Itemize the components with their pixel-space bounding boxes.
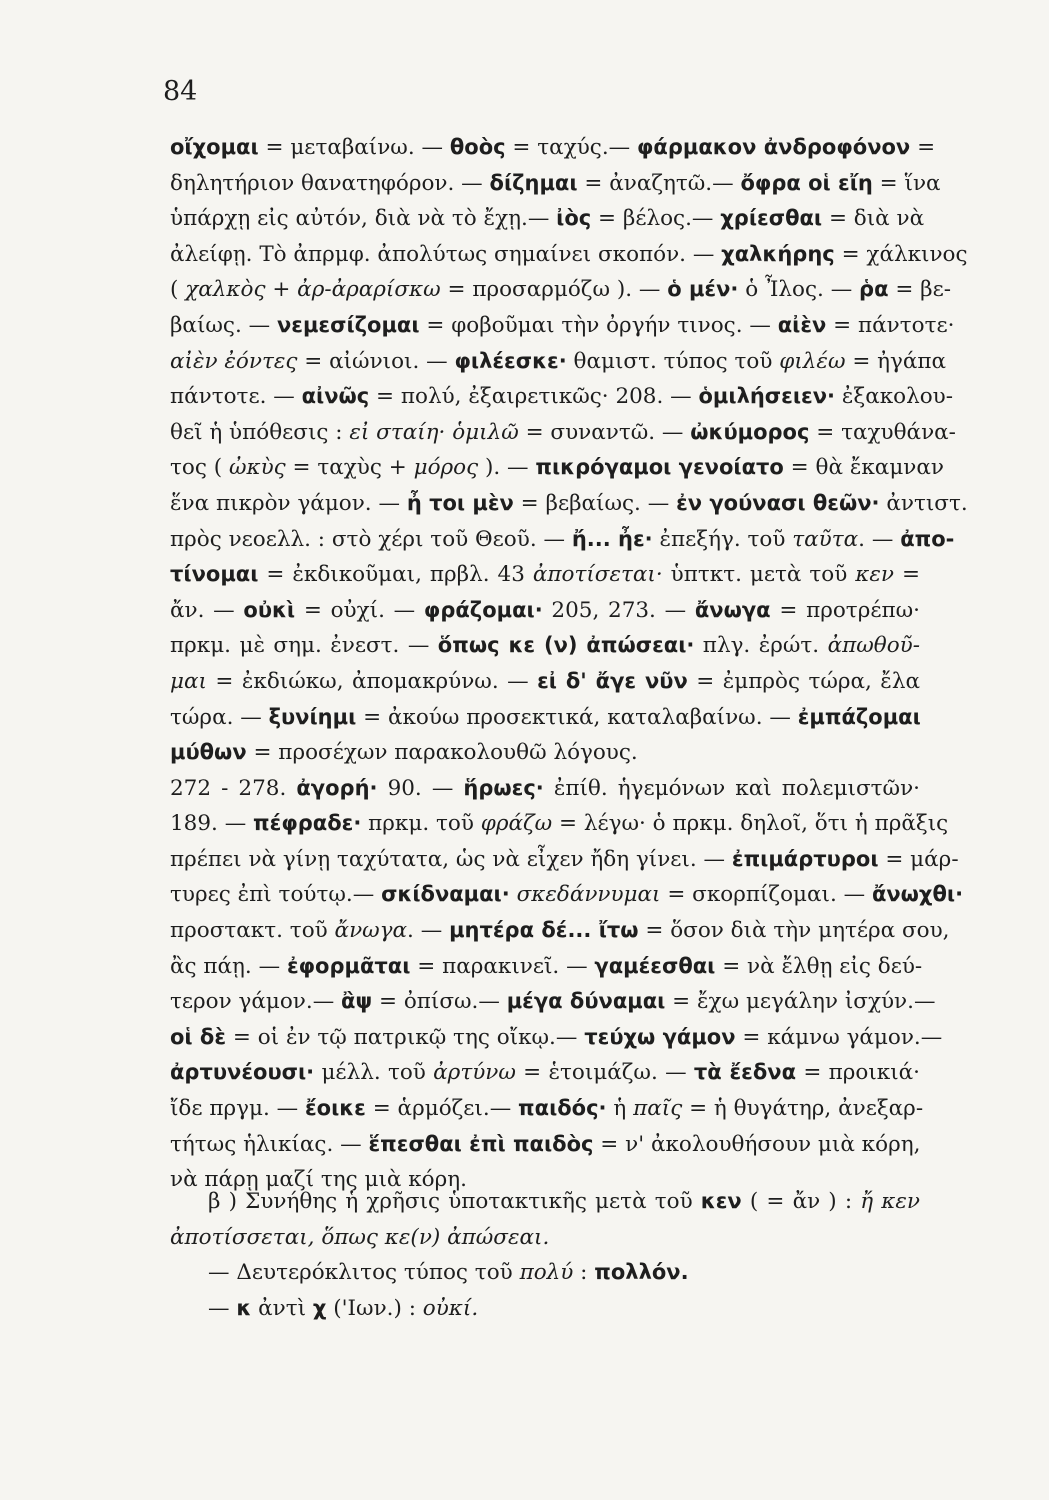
gloss-text: = χάλκινος xyxy=(834,241,968,267)
gloss-text: = πολύ, ἐξαιρετικῶς· 208. — xyxy=(369,384,699,410)
headword: μέγα δύναμαι xyxy=(506,989,666,1014)
text-line xyxy=(170,913,950,949)
text-line xyxy=(170,593,920,629)
headword: χ xyxy=(312,1295,327,1320)
text-line xyxy=(170,771,920,807)
text-line xyxy=(170,130,936,166)
headword: τὰ ἔεδνα xyxy=(693,1060,797,1085)
gloss-text: : xyxy=(573,1260,595,1286)
gloss-text: = βε- xyxy=(888,277,952,303)
gloss-text: δηλητήριον θανατηφόρον. — xyxy=(170,170,490,196)
italic-term: ὠκὺς xyxy=(228,455,286,481)
gloss-text: βαίως. — xyxy=(170,312,277,338)
gloss-text: = οἱ ἐν τῷ πατρικῷ της οἴκῳ.— xyxy=(226,1024,585,1050)
headword: χαλκήρης xyxy=(721,241,835,266)
gloss-text: = πάντοτε· xyxy=(826,312,955,338)
italic-term: σκεδάννυμαι xyxy=(516,882,661,908)
gloss-text: νὰ πάρῃ μαζί της μιὰ κόρη. xyxy=(170,1167,467,1193)
text-line xyxy=(170,308,955,344)
text-line xyxy=(170,486,968,522)
gloss-text: 90. — xyxy=(377,775,464,801)
headword: ἄνωγα xyxy=(694,597,771,622)
headword: μύθων xyxy=(170,740,247,765)
italic-term: χαλκὸς + ἀρ-ἀραρίσκω xyxy=(185,277,441,303)
text-line xyxy=(170,949,923,985)
gloss-text: = ἵνα xyxy=(872,170,941,196)
gloss-text: = ἀναζητῶ.— xyxy=(577,170,741,196)
gloss-text: πρκμ. μὲ σημ. ἐνεστ. — xyxy=(170,633,438,659)
headword: κ xyxy=(236,1295,252,1320)
gloss-text: = οὐχί. — xyxy=(295,597,424,623)
gloss-text: = προσαρμόζω ). — xyxy=(440,277,668,303)
gloss-text: ἀντιστ. xyxy=(879,490,968,516)
italic-term: ἤ κεν xyxy=(860,1189,920,1214)
gloss-text: τήτως ἡλικίας. — xyxy=(170,1131,369,1157)
gloss-text: = παρακινεῖ. — xyxy=(410,953,595,979)
gloss-text: = ὀπίσω.— xyxy=(372,989,507,1015)
gloss-text: = βέλος.— xyxy=(591,206,721,232)
gloss-text: ἀντὶ xyxy=(251,1295,313,1321)
gloss-text: = ἑτοιμάζω. — xyxy=(515,1060,694,1086)
subjunctive-note-paragraph xyxy=(170,1184,920,1326)
gloss-text: ἂς πάῃ. — xyxy=(170,953,287,979)
italic-term: μαι xyxy=(170,668,207,694)
text-line xyxy=(170,1091,924,1127)
gloss-text: = ἐκδικοῦμαι, πρβλ. 43 xyxy=(258,562,533,588)
gloss-text: = σκορπίζομαι. — xyxy=(660,882,872,908)
text-line xyxy=(170,450,944,486)
gloss-text: = προικιά· xyxy=(796,1060,920,1086)
text-line xyxy=(170,201,925,237)
italic-term: ἀπωθοῦ- xyxy=(827,633,920,659)
headword: γαμέεσθαι xyxy=(594,953,716,978)
gloss-text: ἐπεξήγ. τοῦ xyxy=(652,526,793,552)
italic-term: κεν xyxy=(855,562,895,588)
headword: ὁμιλήσειεν· xyxy=(698,384,835,409)
gloss-text: = διὰ νὰ xyxy=(822,206,925,232)
gloss-text: ἐξακολου- xyxy=(835,384,954,410)
gloss-text: 205, 273. — xyxy=(542,597,695,623)
text-line xyxy=(170,700,920,736)
gloss-text xyxy=(510,882,517,907)
headword: ἀγορή· xyxy=(296,775,378,800)
text-line xyxy=(170,664,920,700)
gloss-text: προστακτ. τοῦ xyxy=(170,918,335,944)
text-line xyxy=(170,379,954,415)
gloss-text: = αἰώνιοι. — xyxy=(297,348,455,374)
gloss-text: ἄν. — xyxy=(170,597,244,623)
gloss-text: = νὰ ἔλθῃ εἰς δεύ- xyxy=(715,953,923,979)
gloss-text: = κάμνω γάμον.— xyxy=(735,1024,943,1050)
italic-term: ἀποτίσεται· xyxy=(532,562,663,588)
text-line xyxy=(170,628,920,664)
italic-term: οὐκί. xyxy=(422,1295,479,1321)
text-line xyxy=(170,1291,920,1327)
text-line xyxy=(170,1220,920,1256)
gloss-text: ἕνα πικρὸν γάμον. — xyxy=(170,490,407,516)
text-line xyxy=(170,415,956,451)
gloss-text: = ἠγάπα xyxy=(845,348,947,374)
gloss-text: = ταχυθάνα- xyxy=(809,419,956,445)
gloss-text: = ἔχω μεγάλην ἰσχύν.— xyxy=(665,989,936,1015)
gloss-text: πρκμ. τοῦ xyxy=(361,811,481,837)
headword: ἰὸς xyxy=(556,206,592,231)
gloss-text: = μεταβαίνω. — xyxy=(258,135,450,160)
gloss-text: . — xyxy=(858,526,901,552)
gloss-text: — Δευτερόκλιτος τύπος τοῦ xyxy=(208,1260,520,1286)
gloss-text: τος ( xyxy=(170,455,229,481)
headword: ἀρτυνέουσι· xyxy=(170,1060,315,1085)
italic-term: φράζω xyxy=(480,811,553,837)
headword: ξυνίημι xyxy=(268,704,357,729)
headword: αἰὲν xyxy=(777,312,827,337)
text-line xyxy=(170,806,949,842)
gloss-text: = βεβαίως. — xyxy=(513,490,677,516)
gloss-text: μέλλ. τοῦ xyxy=(314,1060,434,1086)
gloss-text: 189. — xyxy=(170,811,254,837)
headword: οἱ δὲ xyxy=(170,1024,227,1049)
headword: πολλόν. xyxy=(594,1260,689,1285)
headword: φιλέεσκε· xyxy=(454,348,567,373)
gloss-text: . — xyxy=(407,918,450,944)
gloss-text: ). — xyxy=(478,455,536,481)
headword: ἐμπάζομαι xyxy=(797,704,921,729)
headword: νεμεσίζομαι xyxy=(276,312,420,337)
italic-term: πολύ xyxy=(519,1260,574,1286)
gloss-text: = ὅσον διὰ τὴν μητέρα σου, xyxy=(638,918,950,944)
headword: πέφραδε· xyxy=(253,811,362,836)
italic-term: ἀρτύνω xyxy=(433,1060,516,1086)
page-number: 84 xyxy=(163,76,198,107)
headword: τίνομαι xyxy=(170,562,259,587)
headword: ὅπως κε (ν) ἀπώσεαι· xyxy=(437,633,695,658)
gloss-text: ὑπτκτ. μετὰ τοῦ xyxy=(662,562,856,588)
headword: σκίδναμαι· xyxy=(381,882,510,907)
headword: κεν xyxy=(700,1189,742,1213)
gloss-text: = ταχὺς + xyxy=(285,455,414,481)
gloss-text: = ἐκδιώκω, ἀπομακρύνω. — xyxy=(206,668,538,694)
gloss-text: τώρα. — xyxy=(170,704,269,730)
gloss-text: = ἁρμόζει.— xyxy=(365,1096,519,1122)
gloss-text: πλγ. ἐρώτ. xyxy=(694,633,828,659)
gloss-text: ἀλείφῃ. Τὸ ἀπρμφ. ἀπολύτως σημαίνει σκοπόν. — xyxy=(170,241,722,267)
headword: ἦ τοι μὲν xyxy=(406,490,514,515)
gloss-text: ('Ιων.) : xyxy=(326,1295,423,1321)
headword: ἐφορμᾶται xyxy=(286,953,411,978)
gloss-text: ὁ Ἶλος. — xyxy=(738,277,860,303)
headword: πικρόγαμοι γενοίατο xyxy=(535,455,784,480)
text-line xyxy=(170,1127,920,1163)
gloss-text: πρέπει νὰ γίνῃ ταχύτατα, ὡς νὰ εἶχεν ἤδη γίνει. — xyxy=(170,846,732,872)
gloss-text: τερον γάμον.— xyxy=(170,989,342,1015)
headword: δίζημαι xyxy=(489,170,578,195)
headword: παιδός· xyxy=(518,1096,607,1121)
text-line xyxy=(170,1255,920,1291)
gloss-text: θαμιστ. τύπος τοῦ xyxy=(566,348,780,374)
headword: αἰνῶς xyxy=(301,384,370,409)
headword: ὁ μέν· xyxy=(667,277,739,302)
gloss-text: = φοβοῦμαι τὴν ὀργήν τινος. — xyxy=(419,312,778,338)
italic-term: ἄνωγα xyxy=(334,918,408,944)
headword: ἕπεσθαι ἐπὶ παιδὸς xyxy=(368,1131,594,1156)
italic-term: φιλέω xyxy=(779,348,846,374)
italic-term: εἰ σταίη· ὁμιλῶ xyxy=(349,419,519,445)
gloss-text: πάντοτε. — xyxy=(170,384,302,410)
headword: ἔοικε xyxy=(304,1096,366,1121)
text-line xyxy=(170,1020,943,1056)
gloss-text: = ἡ θυγάτηρ, ἀνεξαρ- xyxy=(682,1096,924,1122)
text-line xyxy=(170,984,936,1020)
headword: θοὸς xyxy=(449,135,506,159)
gloss-text: τυρες ἐπὶ τούτῳ.— xyxy=(170,882,382,908)
gloss-text: = ἀκούω προσεκτικά, καταλαβαίνω. — xyxy=(356,704,798,730)
text-line xyxy=(170,877,964,913)
italic-term: ταῦτα xyxy=(792,526,859,552)
gloss-text: = μάρ- xyxy=(878,846,959,872)
headword: ἐπιμάρτυροι xyxy=(731,846,879,871)
headword: ἀπο- xyxy=(900,526,955,551)
gloss-text: — xyxy=(208,1295,237,1321)
italic-term: αἰὲν ἐόντες xyxy=(170,348,298,374)
text-line xyxy=(170,735,920,771)
headword: οὐκὶ xyxy=(243,597,296,622)
gloss-text: = λέγω· ὁ πρκμ. δηλοῖ, ὅτι ἡ πρᾶξις xyxy=(552,811,949,837)
italic-term: παῖς xyxy=(633,1096,683,1122)
gloss-text: ( = ἄν ) : xyxy=(741,1189,861,1214)
headword: εἰ δ' ἄγε νῦν xyxy=(537,668,688,693)
text-line xyxy=(170,1184,920,1220)
text-line xyxy=(170,237,968,273)
italic-term: μόρος xyxy=(413,455,479,481)
glossary-paragraph xyxy=(170,130,968,1198)
headword: μητέρα δέ... ἴτω xyxy=(449,918,639,943)
headword: ἥρωες· xyxy=(463,775,544,800)
headword: ὠκύμορος xyxy=(690,419,810,444)
headword: οἴχομαι xyxy=(170,135,259,159)
text-line xyxy=(170,166,941,202)
headword: φάρμακον ἀνδροφόνον xyxy=(637,135,911,159)
text-line xyxy=(170,842,959,878)
headword: ἤ... ἦε· xyxy=(571,526,653,551)
gloss-text: = xyxy=(910,135,936,160)
gloss-text: = θὰ ἔκαμναν xyxy=(783,455,944,481)
text-line xyxy=(170,272,952,308)
gloss-text: = ν' ἀκολουθήσουν μιὰ κόρη, xyxy=(593,1131,921,1157)
headword: τεύχω γάμον xyxy=(584,1024,736,1049)
gloss-text: β ) Συνήθης ἡ χρῆσις ὑποτακτικῆς μετὰ τοῦ xyxy=(208,1189,701,1214)
gloss-text: = συναντῶ. — xyxy=(518,419,691,445)
headword: ὄφρα οἱ εἴη xyxy=(740,170,873,195)
gloss-text: ἡ xyxy=(606,1096,634,1122)
gloss-text: ὑπάρχῃ εἰς αὐτόν, διὰ νὰ τὸ ἔχῃ.— xyxy=(170,206,557,232)
italic-term: ἀποτίσσεται, ὅπως κε(ν) ἀπώσεαι. xyxy=(170,1224,550,1250)
gloss-text: = προσέχων παρακολουθῶ λόγους. xyxy=(246,740,638,766)
gloss-text: ἐπίθ. ἡγεμόνων καὶ πολεμιστῶν· xyxy=(543,775,920,801)
text-line xyxy=(170,557,920,593)
headword: ἐν γούνασι θεῶν· xyxy=(676,490,880,515)
gloss-text: = ἐμπρὸς τώρα, ἔλα xyxy=(687,668,920,694)
gloss-text: ἴδε πργμ. — xyxy=(170,1096,305,1122)
gloss-text: 272 - 278. xyxy=(170,775,297,801)
gloss-text: = προτρέπω· xyxy=(770,597,920,623)
gloss-text: πρὸς νεοελλ. : στὸ χέρι τοῦ Θεοῦ. — xyxy=(170,526,572,552)
gloss-text: ( xyxy=(170,277,186,303)
headword: χρίεσθαι xyxy=(720,206,823,231)
headword: ἄνωχθι· xyxy=(871,882,964,907)
gloss-text: = xyxy=(894,562,921,588)
headword: φράζομαι· xyxy=(423,597,543,622)
text-line xyxy=(170,522,955,558)
gloss-text: θεῖ ἡ ὑπόθεσις : xyxy=(170,419,350,445)
text-line xyxy=(170,1055,920,1091)
text-line xyxy=(170,344,947,380)
gloss-text: = ταχύς.— xyxy=(505,135,637,160)
headword: ἂψ xyxy=(341,989,373,1014)
headword: ῥα xyxy=(859,277,889,302)
